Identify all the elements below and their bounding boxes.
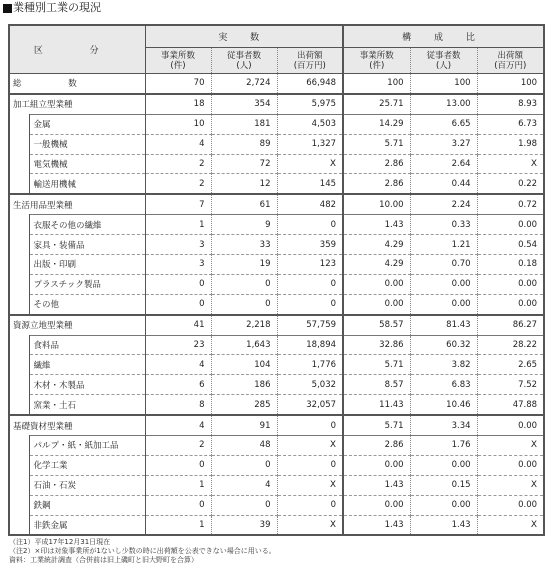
table-row-category <box>9 315 544 335</box>
table-cell: 66,948 <box>277 74 343 94</box>
table-cell: 2 <box>145 154 211 174</box>
table-cell: 0.00 <box>410 455 477 475</box>
table-cell: 23 <box>145 335 211 355</box>
table-cell: 60.32 <box>410 335 477 355</box>
table-cell: 6.83 <box>410 375 477 395</box>
table-row-item <box>9 114 544 134</box>
table-cell: 4,503 <box>277 114 343 134</box>
table-row-category <box>9 194 544 214</box>
row-indent <box>9 495 29 515</box>
table-cell: 0.33 <box>410 215 477 235</box>
header-kouseihi: 構 成 比 <box>343 25 544 48</box>
row-indent <box>9 475 29 495</box>
table-cell: 181 <box>211 114 277 134</box>
table-row-item <box>9 355 544 375</box>
table-cell: X <box>477 475 544 495</box>
footnote-source: 資料：工業統計調査（合併前は旧上磯町と旧大野町を合算） <box>9 556 198 565</box>
row-label: 金属 <box>29 114 145 134</box>
row-label: 一般機械 <box>29 134 145 154</box>
table-cell: 2.65 <box>477 355 544 375</box>
table-cell: 1.43 <box>410 515 477 535</box>
row-indent <box>9 355 29 375</box>
table-cell: 0.54 <box>477 235 544 255</box>
row-indent <box>9 515 29 535</box>
table-row-item <box>9 235 544 255</box>
table-cell: 70 <box>145 74 211 94</box>
row-label: 生活用品型業種 <box>9 194 145 214</box>
table-cell: 33 <box>211 235 277 255</box>
row-label: 家具・装備品 <box>29 235 145 255</box>
table-cell: 0 <box>145 274 211 294</box>
column-header: 事業所数 (件) <box>145 48 211 74</box>
row-indent <box>9 294 29 314</box>
table-row-item <box>9 475 544 495</box>
table-row-item <box>9 274 544 294</box>
table-cell: 0 <box>145 495 211 515</box>
table-cell: 0 <box>211 274 277 294</box>
table-cell: 0 <box>277 294 343 314</box>
table-cell: 4.29 <box>343 255 410 275</box>
table-cell: 12 <box>211 174 277 194</box>
table-cell: 100 <box>343 74 410 94</box>
table-cell: 2 <box>145 174 211 194</box>
table-cell: 10.46 <box>410 395 477 415</box>
table-cell: 0.00 <box>477 215 544 235</box>
table-row-item <box>9 455 544 475</box>
table-cell: 0.00 <box>477 415 544 435</box>
table-cell: 2.86 <box>343 436 410 456</box>
table-cell: 1,643 <box>211 335 277 355</box>
table-cell: 482 <box>277 194 343 214</box>
row-indent <box>9 375 29 395</box>
table-cell: 89 <box>211 134 277 154</box>
table-row-item <box>9 294 544 314</box>
table-cell: 10.00 <box>343 194 410 214</box>
table-cell: 18,894 <box>277 335 343 355</box>
industry-table-container <box>8 24 543 536</box>
row-indent <box>9 174 29 194</box>
table-cell: 186 <box>211 375 277 395</box>
row-indent <box>9 134 29 154</box>
table-cell: 0.22 <box>477 174 544 194</box>
table-row-item <box>9 174 544 194</box>
table-cell: 4 <box>211 475 277 495</box>
table-cell: 0 <box>145 455 211 475</box>
table-row-category <box>9 94 544 114</box>
table-row-item <box>9 375 544 395</box>
row-label: 加工組立型業種 <box>9 94 145 114</box>
table-row-item <box>9 395 544 415</box>
table-row-item <box>9 495 544 515</box>
column-header: 事業所数 (件) <box>343 48 410 74</box>
table-cell: 0.18 <box>477 255 544 275</box>
table-cell: 61 <box>211 194 277 214</box>
table-cell: X <box>277 436 343 456</box>
row-indent <box>9 235 29 255</box>
table-cell: 2 <box>145 436 211 456</box>
table-cell: 0.72 <box>477 194 544 214</box>
column-header: 従事者数 (人) <box>211 48 277 74</box>
table-row-total <box>9 74 544 94</box>
table-cell: 1.98 <box>477 134 544 154</box>
table-cell: 0 <box>211 495 277 515</box>
table-cell: 0.00 <box>477 455 544 475</box>
table-cell: 5.71 <box>343 134 410 154</box>
footnote-1: （注1）平成17年12月31日現在 <box>9 538 111 546</box>
table-cell: X <box>277 475 343 495</box>
table-row-category <box>9 415 544 435</box>
row-indent <box>9 436 29 456</box>
table-cell: 0.15 <box>410 475 477 495</box>
table-cell: 3.27 <box>410 134 477 154</box>
table-cell: X <box>277 515 343 535</box>
table-cell: 1 <box>145 215 211 235</box>
table-cell: 3.82 <box>410 355 477 375</box>
table-cell: 11.43 <box>343 395 410 415</box>
table-cell: 0 <box>145 294 211 314</box>
table-cell: 9 <box>211 215 277 235</box>
table-cell: 0.00 <box>410 495 477 515</box>
table-cell: 1 <box>145 475 211 495</box>
row-label: 化学工業 <box>29 455 145 475</box>
table-cell: 39 <box>211 515 277 535</box>
table-cell: X <box>477 515 544 535</box>
page-title <box>3 1 101 15</box>
table-cell: 145 <box>277 174 343 194</box>
black-square-icon <box>3 4 12 13</box>
table-cell: 32,057 <box>277 395 343 415</box>
table-cell: 0.00 <box>410 274 477 294</box>
table-cell: 0.00 <box>343 495 410 515</box>
table-cell: 1.76 <box>410 436 477 456</box>
table-cell: 0.00 <box>410 294 477 314</box>
table-cell: 0.00 <box>477 274 544 294</box>
table-cell: 359 <box>277 235 343 255</box>
table-cell: 6 <box>145 375 211 395</box>
table-cell: 0.00 <box>477 495 544 515</box>
table-cell: 354 <box>211 94 277 114</box>
table-cell: 5,032 <box>277 375 343 395</box>
row-label: 基礎資材型業種 <box>9 415 145 435</box>
table-cell: 3 <box>145 235 211 255</box>
row-label: 資源立地型業種 <box>9 315 145 335</box>
table-cell: 25.71 <box>343 94 410 114</box>
table-cell: X <box>477 436 544 456</box>
table-row-item <box>9 335 544 355</box>
table-cell: 1,327 <box>277 134 343 154</box>
table-cell: 1.43 <box>343 515 410 535</box>
row-label: 総 数 <box>9 74 145 94</box>
row-indent <box>9 255 29 275</box>
table-cell: 58.57 <box>343 315 410 335</box>
table-cell: 0 <box>277 215 343 235</box>
row-label: 繊維 <box>29 355 145 375</box>
row-indent <box>9 455 29 475</box>
table-cell: 4 <box>145 134 211 154</box>
table-cell: 7.52 <box>477 375 544 395</box>
table-row-item <box>9 215 544 235</box>
table-cell: 72 <box>211 154 277 174</box>
row-label: 電気機械 <box>29 154 145 174</box>
table-cell: 104 <box>211 355 277 375</box>
table-cell: 86.27 <box>477 315 544 335</box>
table-cell: 8 <box>145 395 211 415</box>
table-cell: 1.43 <box>343 215 410 235</box>
table-cell: 10 <box>145 114 211 134</box>
table-cell: 1.43 <box>343 475 410 495</box>
table-cell: 1.21 <box>410 235 477 255</box>
row-label: プラスチック製品 <box>29 274 145 294</box>
row-label: 鉄鋼 <box>29 495 145 515</box>
row-label: 衣服その他の繊維 <box>29 215 145 235</box>
column-header: 出荷額 (百万円) <box>477 48 544 74</box>
table-cell: 2.86 <box>343 174 410 194</box>
table-cell: 1 <box>145 515 211 535</box>
table-cell: 100 <box>410 74 477 94</box>
table-cell: 0.00 <box>343 455 410 475</box>
table-cell: 0.70 <box>410 255 477 275</box>
row-label: 輸送用機械 <box>29 174 145 194</box>
table-cell: X <box>277 154 343 174</box>
table-cell: 4 <box>145 355 211 375</box>
table-cell: 2,218 <box>211 315 277 335</box>
table-row-item <box>9 255 544 275</box>
table-cell: 0.44 <box>410 174 477 194</box>
table-cell: 13.00 <box>410 94 477 114</box>
table-cell: 6.65 <box>410 114 477 134</box>
table-cell: 4.29 <box>343 235 410 255</box>
table-cell: 28.22 <box>477 335 544 355</box>
table-cell: 47.88 <box>477 395 544 415</box>
table-cell: 0 <box>211 294 277 314</box>
row-label: 木材・木製品 <box>29 375 145 395</box>
table-row-item <box>9 436 544 456</box>
table-cell: 123 <box>277 255 343 275</box>
table-cell: 8.93 <box>477 94 544 114</box>
table-cell: 2.64 <box>410 154 477 174</box>
industry-table <box>8 24 545 536</box>
table-cell: 0.00 <box>343 274 410 294</box>
row-indent <box>9 114 29 134</box>
table-cell: 5.71 <box>343 355 410 375</box>
table-cell: 32.86 <box>343 335 410 355</box>
table-cell: 3 <box>145 255 211 275</box>
header-jissu: 実 数 <box>145 25 343 48</box>
row-indent <box>9 335 29 355</box>
table-cell: 100 <box>477 74 544 94</box>
header-kubun: 区 分 <box>9 25 145 74</box>
table-cell: 2.24 <box>410 194 477 214</box>
table-cell: 0 <box>277 274 343 294</box>
table-cell: 4 <box>145 415 211 435</box>
table-cell: 0 <box>277 495 343 515</box>
table-cell: 48 <box>211 436 277 456</box>
table-cell: 8.57 <box>343 375 410 395</box>
table-cell: 0 <box>211 455 277 475</box>
footnote-2: （注2）×印は対象事業所が1ないし少数の時に出荷額を公表できない場合に用いる。 <box>9 547 276 556</box>
row-indent <box>9 154 29 174</box>
table-cell: 0.00 <box>343 294 410 314</box>
table-cell: 14.29 <box>343 114 410 134</box>
table-cell: 6.73 <box>477 114 544 134</box>
page-title-text: 業種別工業の現況 <box>13 1 101 14</box>
table-cell: 5,975 <box>277 94 343 114</box>
table-cell: 0 <box>277 415 343 435</box>
table-row-item <box>9 515 544 535</box>
table-cell: 2,724 <box>211 74 277 94</box>
row-indent <box>9 395 29 415</box>
footnotes <box>9 538 276 566</box>
table-cell: 2.86 <box>343 154 410 174</box>
table-cell: X <box>477 154 544 174</box>
table-cell: 1,776 <box>277 355 343 375</box>
row-indent <box>9 215 29 235</box>
row-label: 非鉄金属 <box>29 515 145 535</box>
table-cell: 41 <box>145 315 211 335</box>
column-header: 従事者数 (人) <box>410 48 477 74</box>
row-label: 出版・印刷 <box>29 255 145 275</box>
row-label: 食料品 <box>29 335 145 355</box>
table-cell: 7 <box>145 194 211 214</box>
table-cell: 18 <box>145 94 211 114</box>
table-row-item <box>9 154 544 174</box>
table-cell: 0 <box>277 455 343 475</box>
table-cell: 19 <box>211 255 277 275</box>
table-cell: 5.71 <box>343 415 410 435</box>
table-cell: 91 <box>211 415 277 435</box>
table-cell: 3.34 <box>410 415 477 435</box>
table-cell: 81.43 <box>410 315 477 335</box>
table-cell: 57,759 <box>277 315 343 335</box>
row-label: パルプ・紙・紙加工品 <box>29 436 145 456</box>
table-cell: 285 <box>211 395 277 415</box>
table-cell: 0.00 <box>477 294 544 314</box>
row-label: 窯業・土石 <box>29 395 145 415</box>
table-row-item <box>9 134 544 154</box>
row-label: 石油・石炭 <box>29 475 145 495</box>
column-header: 出荷額 (百万円) <box>277 48 343 74</box>
row-indent <box>9 274 29 294</box>
row-label: その他 <box>29 294 145 314</box>
